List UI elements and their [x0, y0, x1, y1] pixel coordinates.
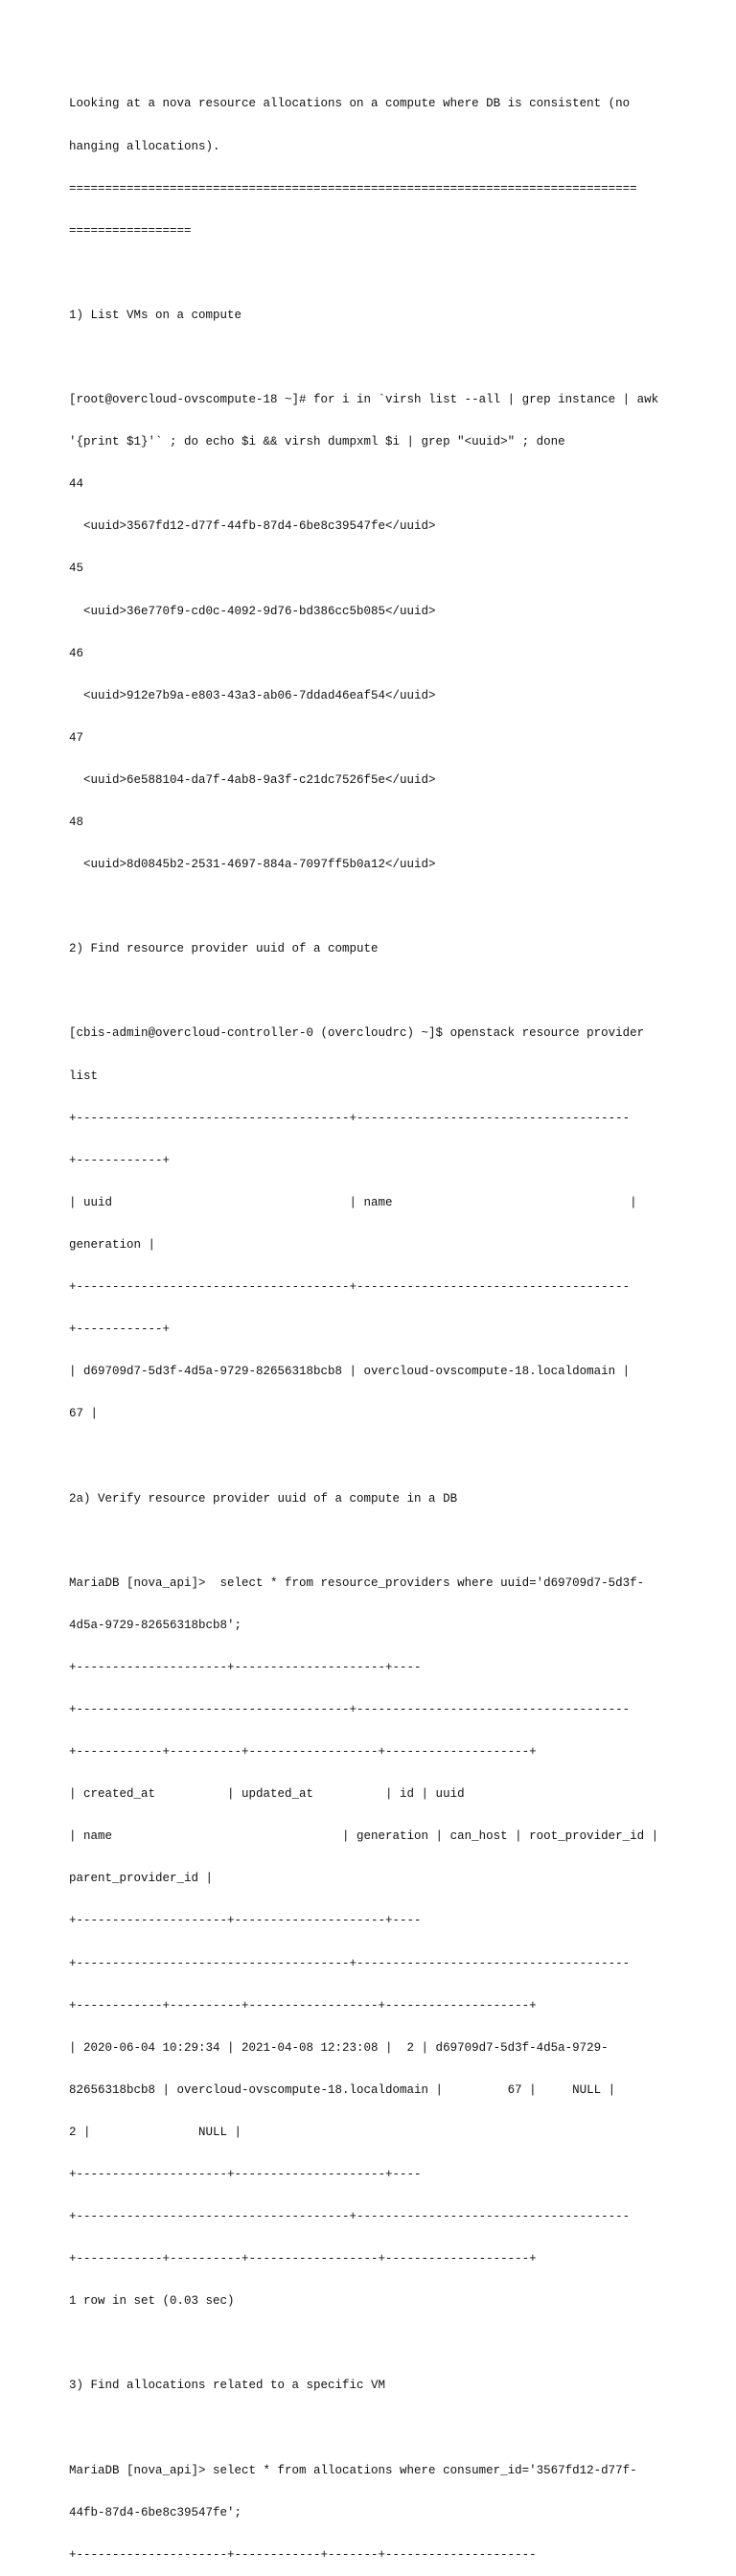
blank-line: [69, 1534, 673, 1549]
table-header: | created_at | updated_at | id | uuid: [69, 1787, 465, 1802]
document-body: [69, 69, 673, 2576]
text-line: hanging allocations).: [69, 139, 220, 153]
section-heading: 2a) Verify resource provider uuid of a compute in a DB: [69, 1491, 458, 1506]
table-border: +---------------------+------------+-------+---------------------: [69, 2547, 537, 2562]
blank-line: [69, 266, 673, 281]
command-line: '{print $1}'` ; do echo $i && virsh dumpxml $i | grep "<uuid>" ; done: [69, 435, 565, 449]
table-border: +------------+----------+------------------+--------------------+: [69, 1998, 537, 2012]
blank-line: [69, 984, 673, 999]
table-border: +------------+: [69, 1153, 171, 1167]
section-heading: 3) Find allocations related to a specific VM: [69, 2379, 386, 2393]
table-border: +---------------------+---------------------+----: [69, 1660, 422, 1674]
table-border: +---------------------+---------------------+----: [69, 2168, 422, 2181]
separator-line: =================: [69, 223, 192, 238]
text-line: Looking at a nova resource allocations on a compute where DB is consistent (no: [69, 97, 631, 111]
table-header: | name | generation | can_host | root_provider_id |: [69, 1829, 659, 1844]
command-line: MariaDB [nova_api]> select * from allocations where consumer_id='3567fd12-d77f-: [69, 2463, 637, 2477]
command-line: [cbis-admin@overcloud-controller-0 (overcloudrc) ~]$ openstack resource provider: [69, 1026, 645, 1041]
section-heading: 2) Find resource provider uuid of a compute: [69, 942, 379, 956]
separator-line: ===============================================================================: [69, 181, 637, 196]
output-line: <uuid>912e7b9a-e803-43a3-ab06-7ddad46eaf54</uuid>: [69, 688, 436, 702]
table-border: +--------------------------------------+--------------------------------------: [69, 2210, 631, 2224]
table-row: | 2020-06-04 10:29:34 | 2021-04-08 12:23:08 | 2 | d69709d7-5d3f-4d5a-9729-: [69, 2040, 609, 2055]
table-border: +------------+----------+------------------+--------------------+: [69, 1745, 537, 1760]
blank-line: [69, 351, 673, 365]
blank-line: [69, 900, 673, 914]
table-row: 67 |: [69, 1407, 99, 1421]
output-line: 47: [69, 730, 84, 745]
table-row: 82656318bcb8 | overcloud-ovscompute-18.localdomain | 67 | NULL |: [69, 2082, 616, 2097]
table-border: +--------------------------------------+--------------------------------------: [69, 1702, 631, 1716]
table-border: +--------------------------------------+--------------------------------------: [69, 1956, 631, 1970]
output-line: <uuid>6e588104-da7f-4ab8-9a3f-c21dc7526f5e</uuid>: [69, 772, 436, 787]
output-line: <uuid>36e770f9-cd0c-4092-9d76-bd386cc5b085</uuid>: [69, 604, 436, 618]
command-line: MariaDB [nova_api]> select * from resource_providers where uuid='d69709d7-5d3f-: [69, 1576, 645, 1590]
output-line: 44: [69, 477, 84, 492]
result-line: 1 row in set (0.03 sec): [69, 2294, 235, 2309]
blank-line: [69, 1449, 673, 1463]
command-line: 44fb-87d4-6be8c39547fe';: [69, 2505, 242, 2519]
table-border: +------------+: [69, 1322, 171, 1337]
table-row: | d69709d7-5d3f-4d5a-9729-82656318bcb8 | overcloud-ovscompute-18.localdomain |: [69, 1365, 631, 1379]
table-border: +------------+----------+------------------+--------------------+: [69, 2252, 537, 2266]
command-line: list: [69, 1069, 99, 1083]
table-header: generation |: [69, 1237, 156, 1252]
blank-line: [69, 2336, 673, 2351]
output-line: 45: [69, 562, 84, 576]
table-border: +--------------------------------------+--------------------------------------: [69, 1280, 631, 1295]
table-border: +---------------------+---------------------+----: [69, 1914, 422, 1928]
output-line: <uuid>3567fd12-d77f-44fb-87d4-6be8c39547fe</uuid>: [69, 519, 436, 534]
blank-line: [69, 2422, 673, 2436]
table-row: 2 | NULL |: [69, 2125, 242, 2139]
section-heading: 1) List VMs on a compute: [69, 308, 242, 322]
table-header: | uuid | name |: [69, 1195, 637, 1209]
table-border: +--------------------------------------+--------------------------------------: [69, 1111, 631, 1125]
command-line: 4d5a-9729-82656318bcb8';: [69, 1618, 242, 1632]
output-line: 46: [69, 646, 84, 660]
table-header: parent_provider_id |: [69, 1872, 214, 1886]
output-line: <uuid>8d0845b2-2531-4697-884a-7097ff5b0a12</uuid>: [69, 858, 436, 872]
command-line: [root@overcloud-ovscompute-18 ~]# for i in `virsh list --all | grep instance | awk: [69, 393, 659, 407]
output-line: 48: [69, 816, 84, 829]
